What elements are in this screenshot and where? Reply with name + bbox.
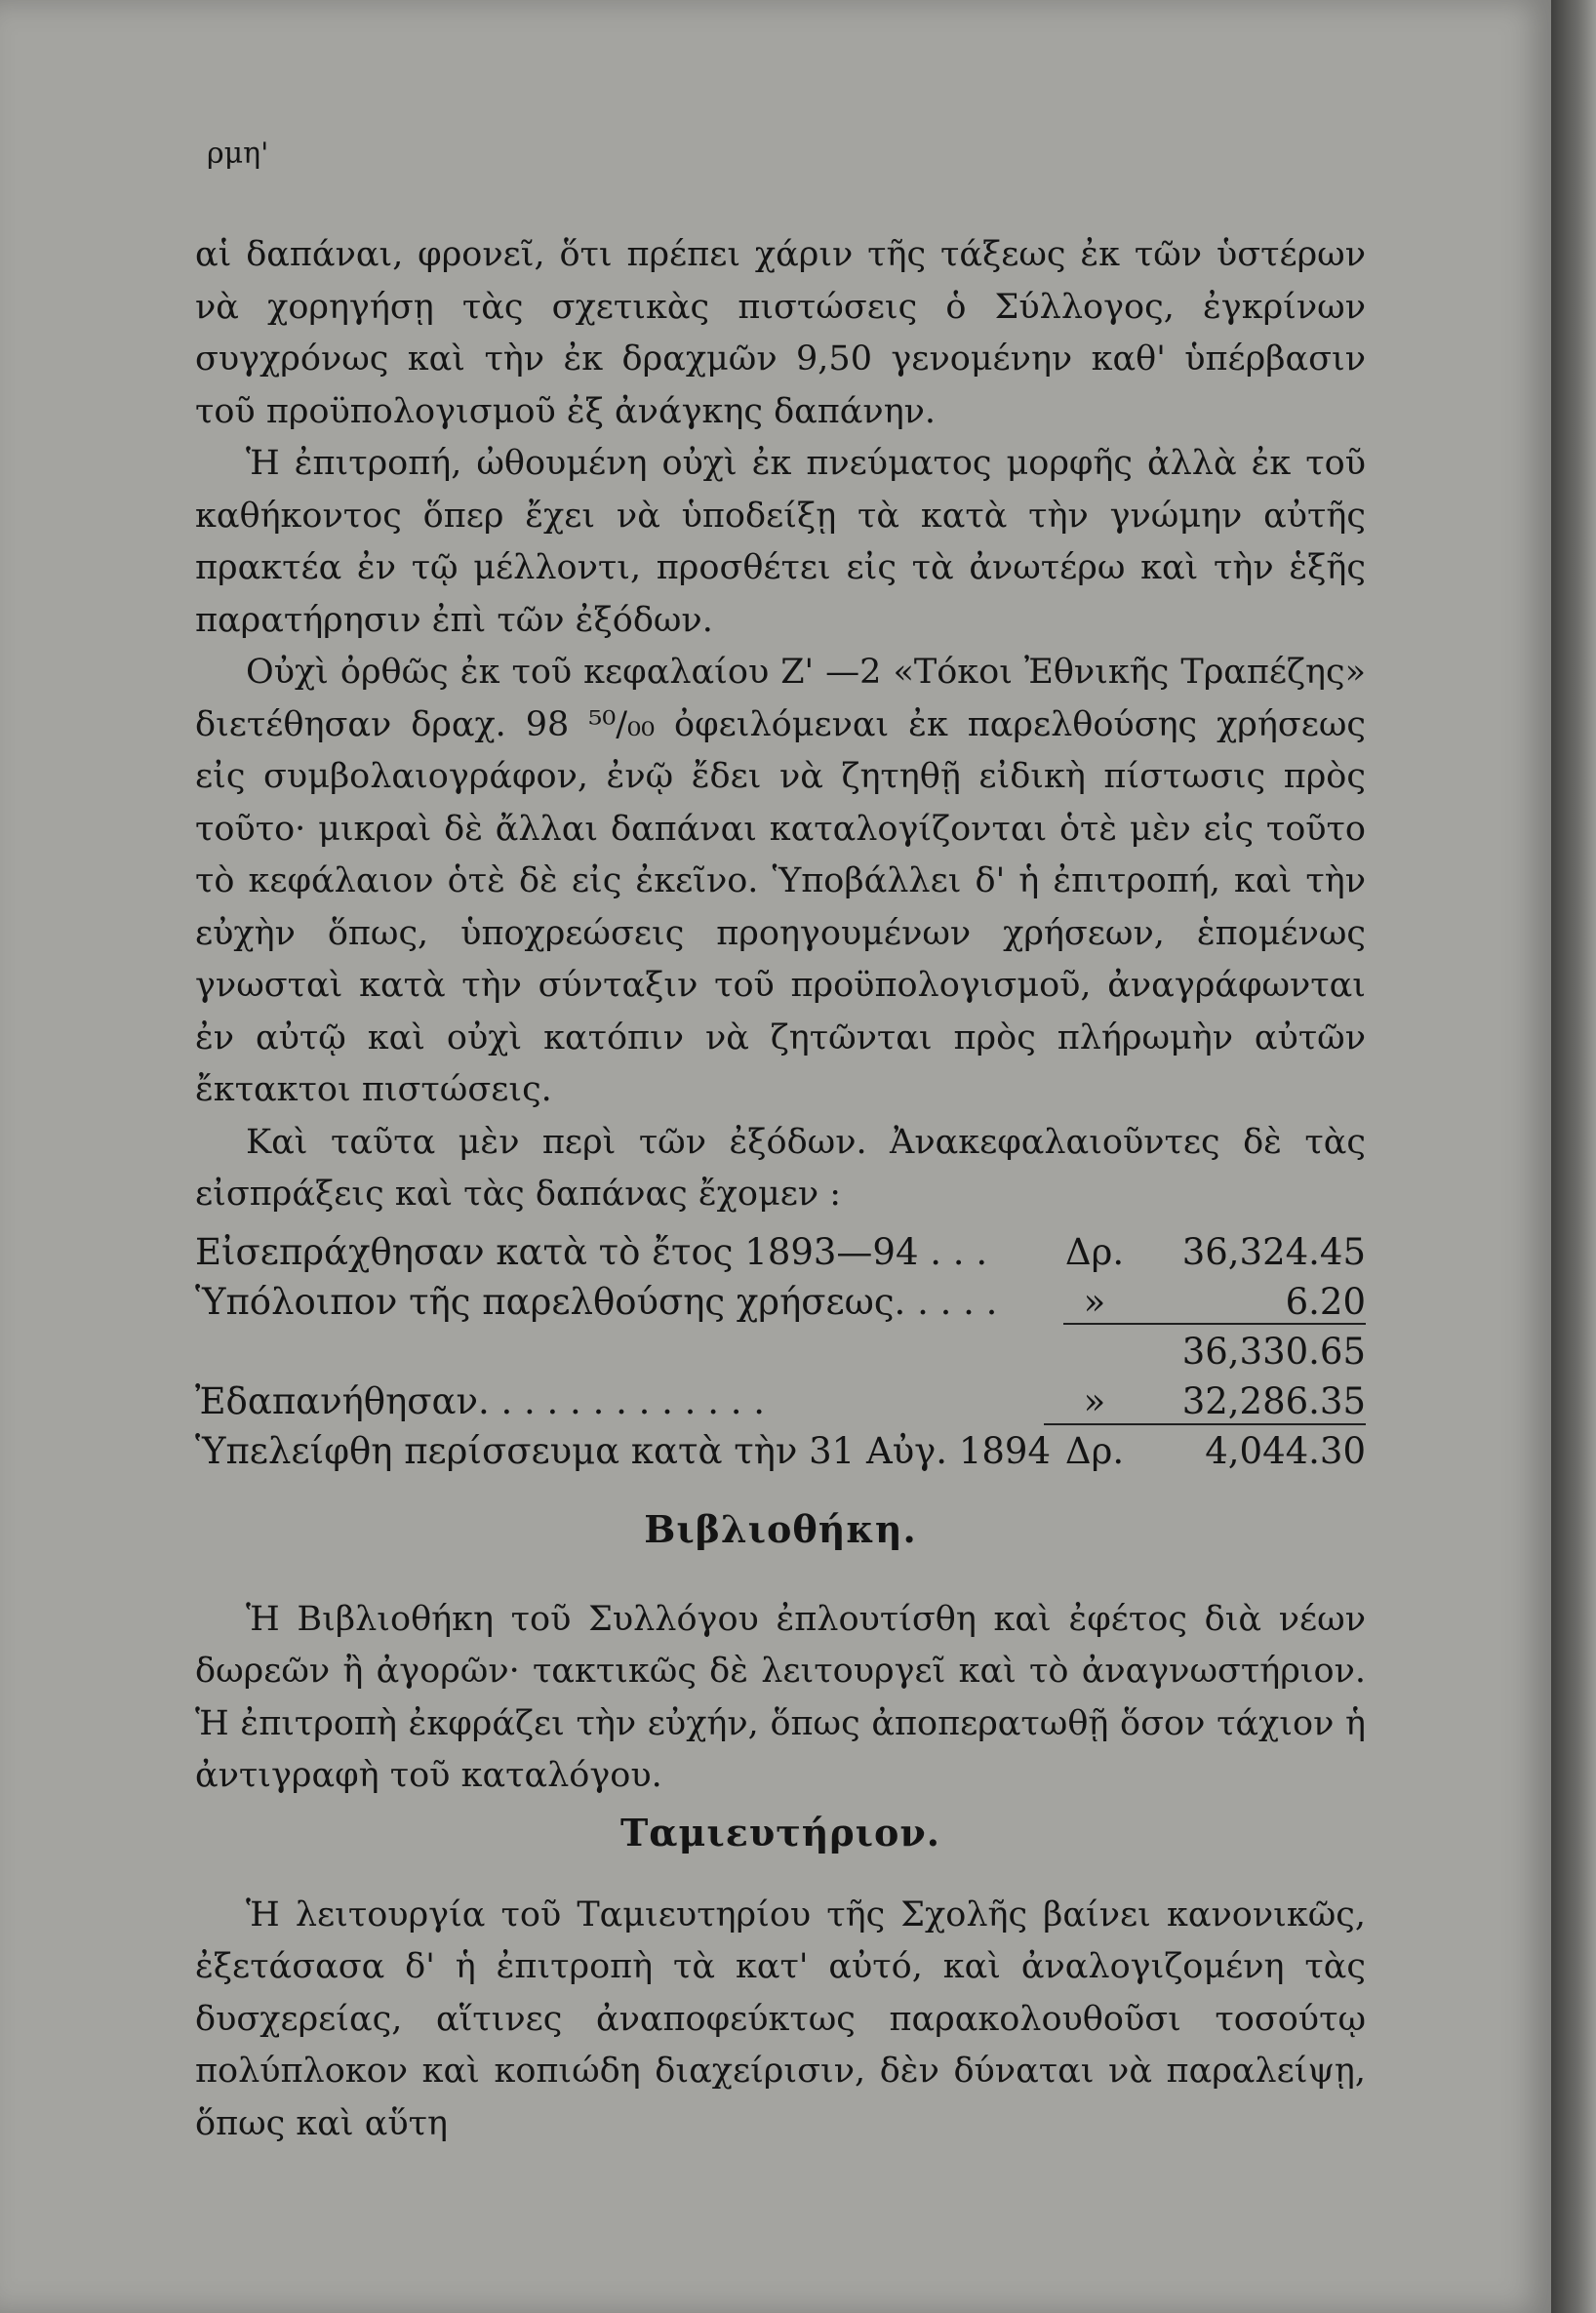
paragraph-expenses-remark: Οὐχὶ ὀρθῶς ἐκ τοῦ κεφαλαίου Ζ' —2 «Τόκοι Ἐθνικῆς Τραπέζης» διετέθησαν δραχ. 98 ⁵⁰/₀₀ ὀφειλόμεναι ἐκ παρελθούσης χρήσεως εἰς συμβολαιογράφον, ἐνῷ ἔδει νὰ ζητηθῇ εἰδικὴ πίστωσις πρὸς τοῦτο· μικραὶ δὲ ἄλλαι δαπάναι καταλογίζονται ὁτὲ μὲν εἰς τοῦτο τὸ κεφάλαιον ὁτὲ δὲ εἰς ἐκεῖνο. Ὑποβάλλει δ' ἡ ἐπιτροπή, καὶ τὴν εὐχὴν ὅπως, ὑποχρεώσεις προηγουμένων χρήσεων, ἑπομένως γνωσταὶ κατὰ τὴν σύνταξιν τοῦ προϋπολογισμοῦ, ἀναγράφωνται ἐν αὐτῷ καὶ οὐχὶ κατόπιν νὰ ζητῶνται πρὸς πλήρωμὴν αὐτῶν ἔκτακτοι πιστώσεις. — [195, 653, 1366, 1109]
page-edge-shadow — [1551, 0, 1596, 2313]
ledger-label: Ὑπόλοιπον τῆς παρελθούσης χρήσεως. . . . . — [195, 1280, 998, 1323]
total-rule — [1044, 1423, 1366, 1425]
ledger-label: Ὑπελείφθη περίσσευμα κατὰ τὴν 31 Αὐγ. 1894 — [195, 1429, 1051, 1472]
paragraph-continuation: αἱ δαπάναι, φρονεῖ, ὅτι πρέπει χάριν τῆς τάξεως ἐκ τῶν ὑστέρων νὰ χορηγήσῃ τὰς σχετικὰς πιστώσεις ὁ Σύλλογος, ἐγκρίνων συγχρόνως καὶ τὴν ἐκ δραχμῶν 9,50 γενομένην καθ' ὑπέρβασιν τοῦ προϋπολογισμοῦ ἐξ ἀνάγκης δαπάνην. — [195, 235, 1366, 431]
library-paragraph: Ἡ Βιβλιοθήκη τοῦ Συλλόγου ἐπλουτίσθη καὶ ἐφέτος διὰ νέων δωρεῶν ἢ ἀγορῶν· τακτικῶς δὲ λειτουργεῖ καὶ τὸ ἀναγνωστήριον. Ἡ ἐπιτροπὴ ἐκφράζει τὴν εὐχήν, ὅπως ἀποπερατωθῇ ὅσον τάχιον ἡ ἀντιγραφὴ τοῦ καταλόγου. — [195, 1599, 1366, 1795]
ledger-amount: 36,330.65 — [1181, 1330, 1366, 1373]
ledger-row-surplus — [195, 1426, 1366, 1476]
ledger-currency: » — [1083, 1280, 1106, 1323]
ledger-row-expenditure — [195, 1376, 1366, 1426]
ledger-currency: Δρ. — [1064, 1230, 1125, 1273]
library-heading: Βιβλιοθήκη. — [644, 1506, 917, 1551]
ledger-label: Εἰσεπράχθησαν κατὰ τὸ ἔτος 1893—94 . . . — [195, 1230, 988, 1273]
ledger-amount: 6.20 — [1285, 1280, 1366, 1323]
ledger-amount: 36,324.45 — [1181, 1230, 1366, 1273]
savings-bank-heading: Ταμιευτήριον. — [620, 1810, 940, 1854]
ledger-amount: 32,286.35 — [1181, 1379, 1366, 1422]
ledger-currency: Δρ. — [1064, 1429, 1125, 1472]
ledger-label: Ἐδαπανήθησαν. . . . . . . . . . . . . — [195, 1379, 765, 1422]
ledger-row-receipts — [195, 1227, 1366, 1277]
accounts-ledger — [195, 1227, 1366, 1476]
page-content — [195, 137, 1366, 2150]
savings-bank-paragraph: Ἡ λειτουργία τοῦ Ταμιευτηρίου τῆς Σχολῆς βαίνει κανονικῶς, ἐξετάσασα δ' ἡ ἐπιτροπὴ τὰ κατ' αὐτό, καὶ ἀναλογιζομένη τὰς δυσχερείας, αἵτινες ἀναποφεύκτως παρακολουθοῦσι τοσούτῳ πολύπλοκον καὶ κοπιώδη διαχείρισιν, δὲν δύναται νὰ παραλείψῃ, ὅπως καὶ αὕτη — [195, 1894, 1366, 2143]
page-number: ρμη' — [207, 137, 269, 171]
ledger-row-subtotal — [195, 1327, 1366, 1376]
paragraph-summary-intro: Καὶ ταῦτα μὲν περὶ τῶν ἐξόδων. Ἀνακεφαλαιοῦντες δὲ τὰς εἰσπράξεις καὶ τὰς δαπάνας ἔχομεν : — [195, 1122, 1366, 1214]
paragraph-committee-note: Ἡ ἐπιτροπή, ὠθουμένη οὐχὶ ἐκ πνεύματος μορφῆς ἀλλὰ ἐκ τοῦ καθήκοντος ὅπερ ἔχει νὰ ὑποδείξῃ τὰ κατὰ τὴν γνώμην αὐτῆς πρακτέα ἐν τῷ μέλλοντι, προσθέτει εἰς τὰ ἀνωτέρω καὶ τὴν ἑξῆς παρατήρησιν ἐπὶ τῶν ἐξόδων. — [195, 444, 1366, 640]
ledger-currency: » — [1083, 1379, 1106, 1422]
subtotal-rule — [1063, 1323, 1366, 1325]
ledger-amount: 4,044.30 — [1205, 1429, 1366, 1472]
ledger-row-balance-forward — [195, 1277, 1366, 1327]
